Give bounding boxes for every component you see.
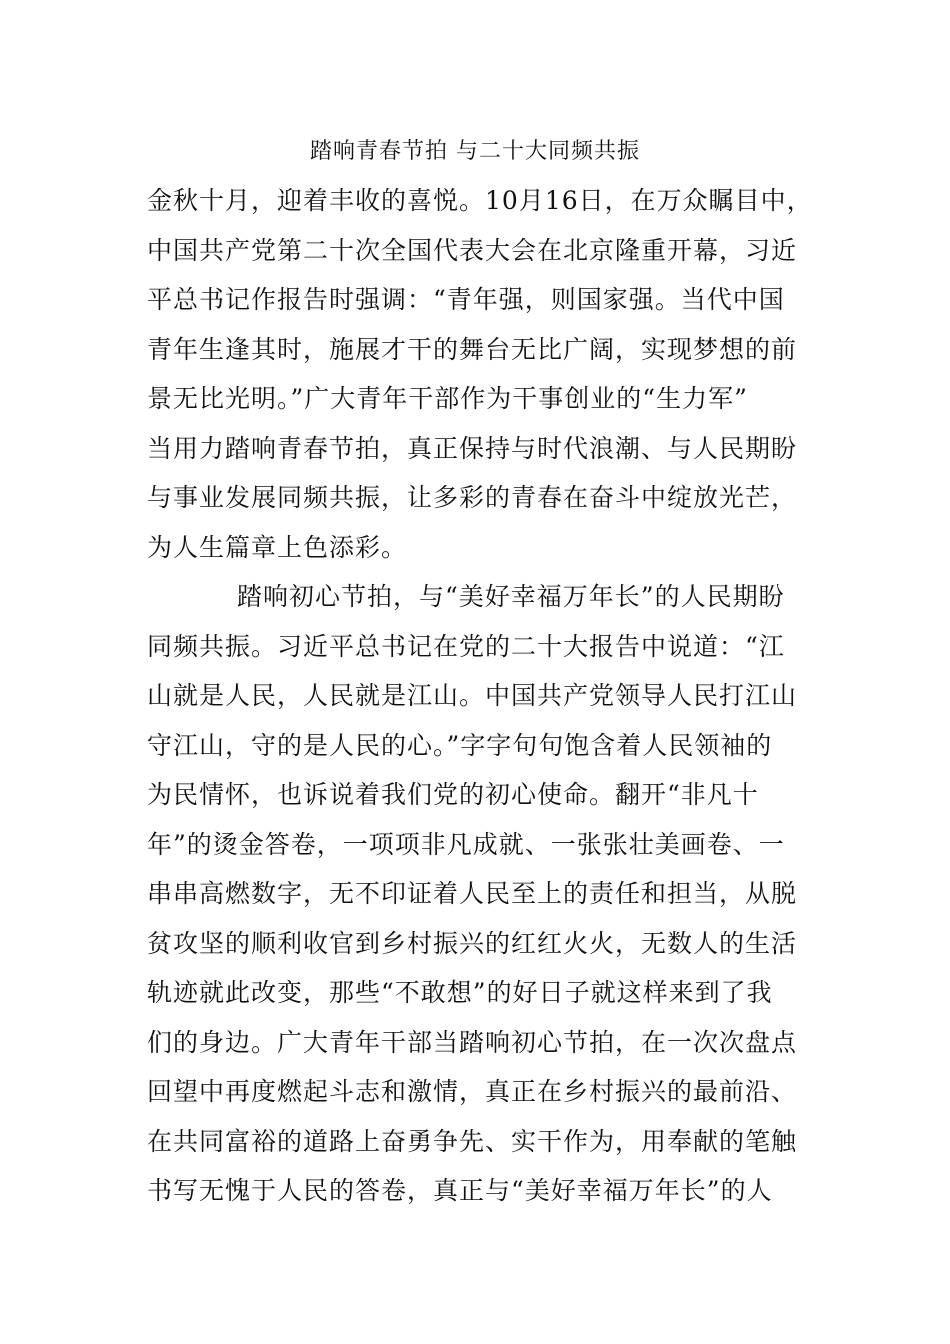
paragraph-line: 回望中再度燃起斗志和激情，真正在乡村振兴的最前沿、: [147, 1077, 798, 1106]
paragraph-line: 年”的烫金答卷，一项项非凡成就、一张张壮美画卷、一: [147, 829, 785, 859]
paragraph-line: 书写无愧于人民的答卷，真正与“美好幸福万年长”的人: [147, 1176, 773, 1205]
paragraph-line: 金秋十月，迎着丰收的喜悦。10月16日，在万众瞩目中，: [147, 186, 813, 215]
paragraph-line: 为民情怀，也诉说着我们党的初心使命。翻开“非凡十: [147, 780, 759, 809]
document-body: [147, 176, 837, 1216]
paragraph-line: 山就是人民，人民就是江山。中国共产党领导人民打江山: [147, 681, 798, 710]
paragraph-line: 景无比光明。”广大青年干部作为干事创业的“生力军”: [147, 384, 748, 413]
paragraph-line: 串串高燃数字，无不印证着人民至上的责任和担当，从脱: [147, 879, 798, 908]
paragraph-line: 守江山，守的是人民的心。”字字句句饱含着人民领袖的: [147, 730, 773, 760]
paragraph-line: 平总书记作报告时强调：“青年强，则国家强。当代中国: [147, 285, 785, 314]
paragraph-line: 同频共振。习近平总书记在党的二十大报告中说道：“江: [147, 631, 785, 661]
paragraph-line: 中国共产党第二十次全国代表大会在北京隆重开幕，习近: [147, 235, 798, 265]
paragraph-line-indented: 踏响初心节拍，与“美好幸福万年长”的人民期盼: [237, 582, 785, 611]
paragraph-line: 为人生篇章上色添彩。: [147, 532, 408, 562]
paragraph-line: 贫攻坚的顺利收官到乡村振兴的红红火火，无数人的生活: [147, 928, 798, 958]
paragraph-line: 们的身边。广大青年干部当踏响初心节拍，在一次次盘点: [147, 1027, 798, 1057]
paragraph-line: 轨迹就此改变，那些“不敢想”的好日子就这样来到了我: [147, 978, 773, 1007]
paragraph-line: 当用力踏响青春节拍，真正保持与时代浪潮、与人民期盼: [147, 433, 798, 463]
paragraph-line: 在共同富裕的道路上奋勇争先、实干作为，用奉献的笔触: [147, 1126, 798, 1156]
paragraph-line: 青年生逢其时，施展才干的舞台无比广阔，实现梦想的前: [147, 334, 798, 364]
document-title: 踏响青春节拍 与二十大同频共振: [310, 139, 640, 164]
paragraph-line: 与事业发展同频共振，让多彩的青春在奋斗中绽放光芒，: [147, 483, 798, 512]
